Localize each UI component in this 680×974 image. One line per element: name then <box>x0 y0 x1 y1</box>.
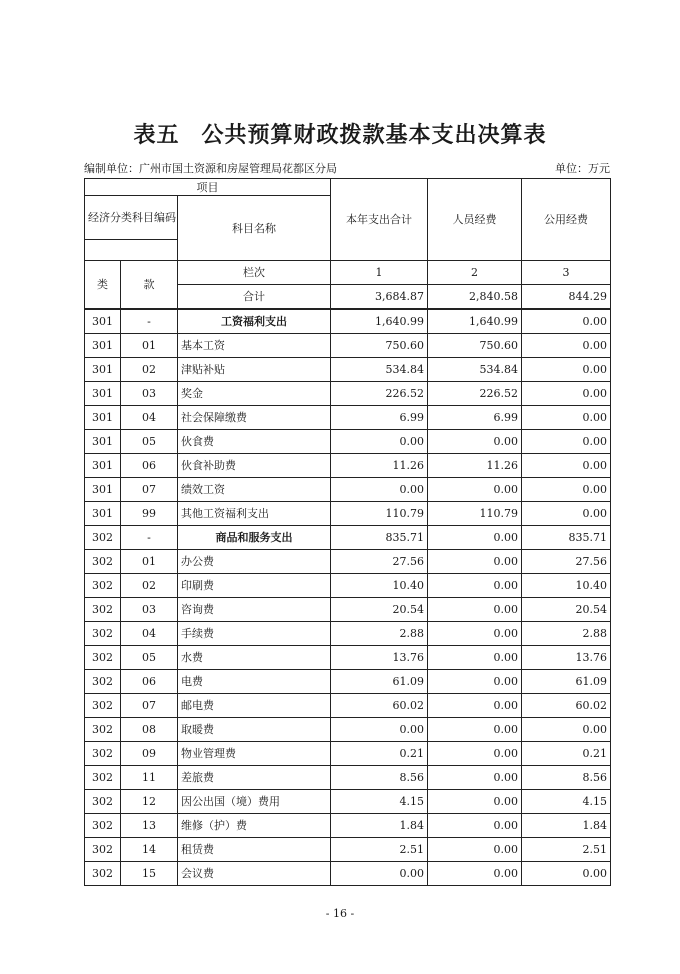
row-class: 301 <box>85 478 121 502</box>
row-total: 534.84 <box>331 358 428 382</box>
row-public: 20.54 <box>522 598 611 622</box>
row-name: 维修（护）费 <box>178 814 331 838</box>
row-personnel: 110.79 <box>428 502 522 526</box>
row-class: 301 <box>85 358 121 382</box>
row-class: 302 <box>85 718 121 742</box>
row-total: 2.51 <box>331 838 428 862</box>
header-row-1 <box>85 179 611 196</box>
seq-3: 3 <box>522 261 611 285</box>
row-class: 301 <box>85 406 121 430</box>
header-class: 类 <box>85 261 121 310</box>
header-econ-code: 经济分类科目编码 <box>85 196 178 240</box>
table-row <box>85 309 611 334</box>
row-section: 03 <box>121 598 178 622</box>
row-public: 61.09 <box>522 670 611 694</box>
row-class: 302 <box>85 790 121 814</box>
row-section: 06 <box>121 670 178 694</box>
table-row <box>85 430 611 454</box>
row-class: 301 <box>85 309 121 334</box>
row-public: 60.02 <box>522 694 611 718</box>
table-title: 公共预算财政拨款基本支出决算表 <box>201 123 547 148</box>
row-section: 15 <box>121 862 178 886</box>
table-row <box>85 454 611 478</box>
row-name: 手续费 <box>178 622 331 646</box>
row-personnel: 0.00 <box>428 838 522 862</box>
row-personnel: 0.00 <box>428 598 522 622</box>
table-row <box>85 622 611 646</box>
row-class: 301 <box>85 454 121 478</box>
table-row <box>85 862 611 886</box>
row-section: - <box>121 526 178 550</box>
row-class: 302 <box>85 646 121 670</box>
row-class: 302 <box>85 574 121 598</box>
row-section: 06 <box>121 454 178 478</box>
row-total: 8.56 <box>331 766 428 790</box>
row-class: 302 <box>85 862 121 886</box>
row-public: 835.71 <box>522 526 611 550</box>
row-section: 07 <box>121 694 178 718</box>
row-public: 0.00 <box>522 334 611 358</box>
row-personnel: 11.26 <box>428 454 522 478</box>
row-section: 13 <box>121 814 178 838</box>
row-name: 商品和服务支出 <box>178 526 331 550</box>
table-number: 表五 <box>133 123 180 148</box>
row-total: 0.00 <box>331 430 428 454</box>
row-personnel: 0.00 <box>428 574 522 598</box>
header-project: 项目 <box>85 179 331 196</box>
row-personnel: 0.00 <box>428 550 522 574</box>
table-row <box>85 478 611 502</box>
row-class: 302 <box>85 814 121 838</box>
row-section: 07 <box>121 478 178 502</box>
row-name: 邮电费 <box>178 694 331 718</box>
row-total: 6.99 <box>331 406 428 430</box>
row-name: 因公出国（境）费用 <box>178 790 331 814</box>
row-personnel: 750.60 <box>428 334 522 358</box>
total-all: 3,684.87 <box>331 285 428 310</box>
expenditure-table <box>84 178 611 886</box>
row-personnel: 534.84 <box>428 358 522 382</box>
row-class: 302 <box>85 598 121 622</box>
row-class: 302 <box>85 550 121 574</box>
row-name: 奖金 <box>178 382 331 406</box>
row-section: 03 <box>121 382 178 406</box>
row-public: 4.15 <box>522 790 611 814</box>
table-row <box>85 406 611 430</box>
row-name: 取暖费 <box>178 718 331 742</box>
row-public: 2.51 <box>522 838 611 862</box>
row-total: 11.26 <box>331 454 428 478</box>
table-row <box>85 646 611 670</box>
row-personnel: 0.00 <box>428 718 522 742</box>
row-class: 302 <box>85 694 121 718</box>
row-total: 27.56 <box>331 550 428 574</box>
row-name: 电费 <box>178 670 331 694</box>
row-class: 302 <box>85 622 121 646</box>
row-public: 1.84 <box>522 814 611 838</box>
row-personnel: 0.00 <box>428 430 522 454</box>
row-section: 01 <box>121 550 178 574</box>
row-total: 61.09 <box>331 670 428 694</box>
row-name: 绩效工资 <box>178 478 331 502</box>
row-name: 伙食补助费 <box>178 454 331 478</box>
row-total: 0.21 <box>331 742 428 766</box>
table-row <box>85 574 611 598</box>
row-name: 物业管理费 <box>178 742 331 766</box>
row-name: 其他工资福利支出 <box>178 502 331 526</box>
row-section: 01 <box>121 334 178 358</box>
row-name: 办公费 <box>178 550 331 574</box>
table-row <box>85 718 611 742</box>
table-row <box>85 694 611 718</box>
row-personnel: 0.00 <box>428 862 522 886</box>
row-personnel: 0.00 <box>428 766 522 790</box>
row-public: 0.00 <box>522 478 611 502</box>
row-public: 0.00 <box>522 358 611 382</box>
header-personnel: 人员经费 <box>428 179 522 261</box>
row-public: 0.00 <box>522 454 611 478</box>
row-public: 27.56 <box>522 550 611 574</box>
table-row <box>85 790 611 814</box>
row-class: 302 <box>85 526 121 550</box>
header-public: 公用经费 <box>522 179 611 261</box>
row-section: 14 <box>121 838 178 862</box>
row-total: 110.79 <box>331 502 428 526</box>
row-section: 08 <box>121 718 178 742</box>
seq-row <box>85 261 611 285</box>
row-name: 印刷费 <box>178 574 331 598</box>
row-name: 基本工资 <box>178 334 331 358</box>
row-section: 02 <box>121 574 178 598</box>
row-total: 13.76 <box>331 646 428 670</box>
row-personnel: 0.00 <box>428 790 522 814</box>
table-row <box>85 382 611 406</box>
row-name: 咨询费 <box>178 598 331 622</box>
row-personnel: 0.00 <box>428 694 522 718</box>
row-section: 02 <box>121 358 178 382</box>
row-personnel: 0.00 <box>428 478 522 502</box>
seq-2: 2 <box>428 261 522 285</box>
row-section: - <box>121 309 178 334</box>
row-personnel: 0.00 <box>428 742 522 766</box>
row-section: 05 <box>121 430 178 454</box>
row-class: 302 <box>85 766 121 790</box>
header-total: 本年支出合计 <box>331 179 428 261</box>
row-public: 0.00 <box>522 502 611 526</box>
row-section: 04 <box>121 406 178 430</box>
row-personnel: 0.00 <box>428 646 522 670</box>
row-public: 10.40 <box>522 574 611 598</box>
row-section: 05 <box>121 646 178 670</box>
total-public: 844.29 <box>522 285 611 310</box>
row-public: 0.00 <box>522 862 611 886</box>
total-personnel: 2,840.58 <box>428 285 522 310</box>
row-section: 09 <box>121 742 178 766</box>
row-personnel: 0.00 <box>428 526 522 550</box>
row-total: 4.15 <box>331 790 428 814</box>
row-class: 302 <box>85 838 121 862</box>
report-meta <box>84 160 610 176</box>
row-total: 20.54 <box>331 598 428 622</box>
row-name: 社会保障缴费 <box>178 406 331 430</box>
row-class: 301 <box>85 334 121 358</box>
row-section: 11 <box>121 766 178 790</box>
row-total: 1,640.99 <box>331 309 428 334</box>
header-spacer <box>85 240 178 261</box>
row-name: 会议费 <box>178 862 331 886</box>
table-row <box>85 598 611 622</box>
row-public: 8.56 <box>522 766 611 790</box>
row-public: 13.76 <box>522 646 611 670</box>
table-row <box>85 742 611 766</box>
row-name: 水费 <box>178 646 331 670</box>
row-total: 60.02 <box>331 694 428 718</box>
compiling-unit: 编制单位：广州市国土资源和房屋管理局花都区分局 <box>84 162 337 175</box>
row-personnel: 0.00 <box>428 670 522 694</box>
row-total: 0.00 <box>331 862 428 886</box>
row-total: 0.00 <box>331 718 428 742</box>
row-personnel: 0.00 <box>428 814 522 838</box>
seq-label: 栏次 <box>178 261 331 285</box>
header-item-name: 科目名称 <box>178 196 331 261</box>
row-public: 0.00 <box>522 309 611 334</box>
page-title <box>0 118 680 149</box>
row-name: 津贴补贴 <box>178 358 331 382</box>
row-total: 835.71 <box>331 526 428 550</box>
row-class: 301 <box>85 382 121 406</box>
row-class: 301 <box>85 430 121 454</box>
row-section: 04 <box>121 622 178 646</box>
table-row <box>85 526 611 550</box>
row-personnel: 6.99 <box>428 406 522 430</box>
row-public: 0.00 <box>522 718 611 742</box>
table-row <box>85 334 611 358</box>
row-total: 226.52 <box>331 382 428 406</box>
row-section: 12 <box>121 790 178 814</box>
page-number: - 16 - <box>325 907 355 920</box>
row-total: 2.88 <box>331 622 428 646</box>
row-personnel: 0.00 <box>428 622 522 646</box>
row-public: 0.00 <box>522 382 611 406</box>
row-name: 伙食费 <box>178 430 331 454</box>
table-row <box>85 502 611 526</box>
row-name: 差旅费 <box>178 766 331 790</box>
row-public: 2.88 <box>522 622 611 646</box>
table-row <box>85 766 611 790</box>
table-row <box>85 670 611 694</box>
seq-1: 1 <box>331 261 428 285</box>
row-personnel: 1,640.99 <box>428 309 522 334</box>
row-section: 99 <box>121 502 178 526</box>
row-public: 0.00 <box>522 430 611 454</box>
row-name: 租赁费 <box>178 838 331 862</box>
row-public: 0.00 <box>522 406 611 430</box>
row-total: 1.84 <box>331 814 428 838</box>
header-section: 款 <box>121 261 178 310</box>
table-row <box>85 358 611 382</box>
row-name: 工资福利支出 <box>178 309 331 334</box>
total-label: 合计 <box>178 285 331 310</box>
table-row <box>85 814 611 838</box>
row-class: 302 <box>85 742 121 766</box>
currency-unit: 单位：万元 <box>555 162 610 175</box>
row-total: 750.60 <box>331 334 428 358</box>
row-personnel: 226.52 <box>428 382 522 406</box>
row-total: 0.00 <box>331 478 428 502</box>
row-total: 10.40 <box>331 574 428 598</box>
row-class: 302 <box>85 670 121 694</box>
row-class: 301 <box>85 502 121 526</box>
table-row <box>85 550 611 574</box>
table-row <box>85 838 611 862</box>
row-public: 0.21 <box>522 742 611 766</box>
